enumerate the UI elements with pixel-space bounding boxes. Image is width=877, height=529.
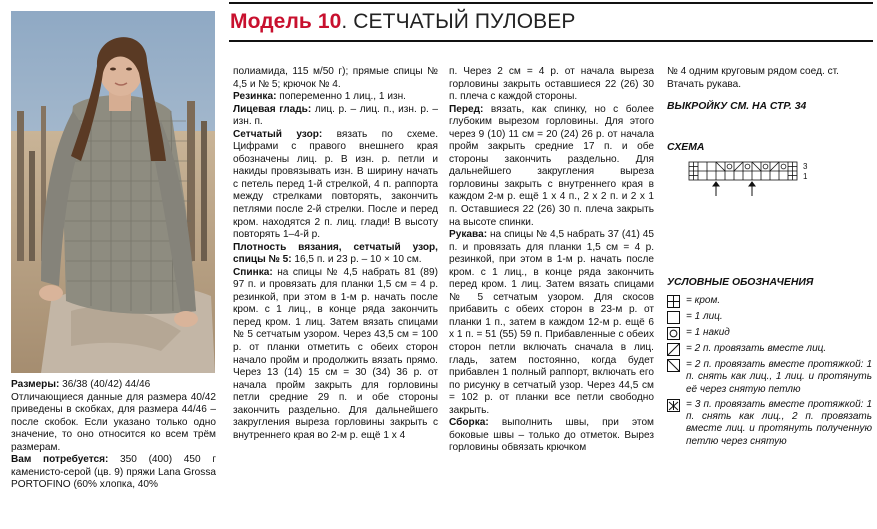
legend-text: = 2 п. провязать вместе лиц. — [686, 343, 827, 355]
model-number: Модель 10 — [230, 10, 342, 33]
paragraph-label: Перед: — [449, 103, 484, 115]
legend-item-sk2p — [667, 399, 872, 448]
title-separator: . — [341, 10, 348, 33]
paragraph-text: лиц. р. – лиц. п., изн. р. – изн. п. — [233, 103, 438, 128]
paragraph-text: выполнить швы, при этом боковые швы – только до отметок. Вырез горловины обвязать крючком — [449, 417, 654, 454]
paragraph-text: Отличающиеся данные для размера 40/42 приведены в скобках, для размера 44/46 – после скобок. Если указано только одно значение, то оно относится ко всем трём размерам. — [11, 391, 216, 453]
model-name: СЕТЧАТЫЙ ПУЛОВЕР — [353, 10, 576, 33]
knitting-chart — [687, 160, 872, 205]
paragraph — [449, 417, 654, 455]
legend-item-k2tog — [667, 343, 872, 356]
paragraph — [11, 392, 216, 455]
chart-row-label: 3 — [803, 162, 808, 172]
legend-item-skp — [667, 359, 872, 396]
text-column-sizes — [11, 379, 216, 492]
legend-text: = 1 лиц. — [686, 311, 723, 323]
schema-heading-wrap — [667, 142, 872, 155]
paragraph — [233, 91, 438, 104]
triple-square-icon — [667, 399, 680, 412]
legend-text: = кром. — [686, 295, 721, 307]
paragraph-text: № 4 одним круговым рядом соед. ст. Втачать рукава. — [667, 66, 839, 90]
paragraph-text: п. Через 2 см = 4 р. от начала выреза горловины закрыть оставшиеся 22 (26) 30 п. плеча с каждой стороны. — [449, 66, 654, 103]
paragraph-text: вязать, как спинку, но с более глубоким вырезом горловины. Для этого через 9 (10) 11 см = 20 (24) 26 р. от начала пройм закрыть средние 17 п. и обе стороны закончить раздельно. Для дальнейшего закругления выреза горловины закрыть с внутреннего края в каждом 2-м р. ещё 1 х 4 п., 2 х 2 п. и 2 х 1 п. Оставшиеся 22 (26) 30 п. плеча закрыть на высоте спинки. — [449, 103, 654, 228]
chart-row-label: 1 — [803, 172, 808, 182]
paragraph — [233, 242, 438, 267]
paragraph-text: 350 (400) 450 г каменисто-серой (цв. 9) пряжи Lana Grossa PORTOFINO (60% хлопка, 40% — [11, 454, 216, 491]
text-column-1 — [233, 66, 438, 442]
paragraph — [11, 454, 216, 492]
legend-heading: УСЛОВНЫЕ ОБОЗНАЧЕНИЯ — [667, 276, 814, 288]
model-photo — [11, 11, 215, 373]
paragraph-label: Плотность вязания, сетчатый узор, спицы № 5: — [233, 241, 438, 266]
paragraph — [233, 267, 438, 443]
knitting-chart-svg — [687, 160, 817, 200]
paragraph-label: Спинка: — [233, 266, 273, 278]
circle-square-icon — [667, 327, 680, 340]
paragraph-text: полиамида, 115 м/50 г); прямые спицы № 4,5 и № 5; крючок № 4. — [233, 66, 438, 90]
paragraph-text: на спицы № 4,5 набрать 81 (89) 97 п. и провязать для планки 1,5 см = 4 р. резинкой, при этом в 1-м р. начать после кром. с 1 лиц., в конце ряда закончить перед кром. 1 лиц. Затем вязать спицами № 5 сетчатым узором. Через 43,5 см = 100 р. от планки отметить с обеих сторон начало пройм и продолжить вязать прямо. Через 13 (14) 15 см = 30 (34) 36 р. от начала пройм закрыть для горловины петли средние 29 п. и обе стороны закончить раздельно. Для дальнейшего закругления выреза горловины закрыть с внутреннего края во 2-м р. ещё 1 х 4 — [233, 266, 438, 441]
text-column-3 — [667, 66, 872, 451]
paragraph-label: Вам потребуется: — [11, 454, 109, 466]
legend-text: = 3 п. провязать вместе протяжкой: 1 п. снять как лиц., 2 п. провязать вместе лиц. и протянуть полученную петлю через снятую — [686, 398, 872, 447]
pattern-reference-text: ВЫКРОЙКУ СМ. НА СТР. 34 — [667, 101, 807, 113]
paragraph — [11, 379, 216, 392]
legend-item-knit — [667, 311, 872, 324]
paragraph-text: 16,5 п. и 23 р. – 10 × 10 см. — [291, 254, 422, 266]
paragraph-text: вязать по схеме. Цифрами с правого внешнего края обозначены лиц. р. В изн. р. петли и накиды провязывать изн. В ширину начать с петель перед 1-й стрелкой, 4 п. раппорта между стрелками повторять, закончить петлями после 2-й стрелки. После и перед кром. находятся 2 п. лиц. глади! В высоту повторять 1–4-й р. — [233, 128, 439, 241]
empty-square-icon — [667, 311, 680, 324]
legend-item-edge — [667, 295, 872, 308]
page-title — [230, 9, 575, 35]
paragraph-text: на спицы № 4,5 набрать 37 (41) 45 п. и провязать для планки 1,5 см = 4 р. резинкой, при этом в 1-м р. начать после кром. с 1 лиц., в конце ряда закончить перед кром. 1 лиц. Затем вязать спицами № 5 сетчатым узором. Для скосов прибавить с обеих сторон в 23-м р. от планки 1 п., затем в каждом 12-м р. ещё 6 х 1 п. = 51 (55) 59 п. Прибавленные с обеих сторон петли включать сначала в лиц. гладь, затем постоянно, когда будет прибавлен 1 полный раппорт, включать его по рисунку в сетчатый узор. Через 44,5 см = 102 р. от планки все петли свободно закрыть. — [449, 229, 654, 416]
paragraph-text: попеременно 1 лиц., 1 изн. — [276, 91, 406, 103]
schema-heading: СХЕМА — [667, 141, 705, 153]
legend-heading-wrap — [667, 277, 872, 290]
paragraph-label: Рукава: — [449, 229, 488, 241]
legend-text: = 1 накид — [686, 327, 730, 339]
backslash-square-icon — [667, 359, 680, 372]
paragraph-label: Сборка: — [449, 417, 489, 429]
paragraph — [233, 66, 438, 91]
pattern-reference — [667, 101, 872, 114]
slash-square-icon — [667, 343, 680, 356]
paragraph — [449, 104, 654, 229]
paragraph-label: Сетчатый узор: — [233, 128, 323, 140]
paragraph-label: Размеры: — [11, 379, 60, 390]
paragraph — [233, 129, 438, 242]
paragraph — [233, 104, 438, 129]
paragraph-label: Резинка: — [233, 91, 277, 103]
plus-square-icon — [667, 295, 680, 308]
legend-item-yarnover — [667, 327, 872, 340]
paragraph — [449, 229, 654, 417]
text-column-2 — [449, 66, 654, 455]
paragraph-text: 36/38 (40/42) 44/46 — [59, 379, 151, 390]
legend-text: = 2 п. провязать вместе протяжкой: 1 п. снять как лиц., 1 лиц. и протянуть её через снятую петлю — [686, 359, 872, 395]
title-rule — [229, 40, 873, 42]
paragraph — [667, 66, 872, 91]
paragraph-label: Лицевая гладь: — [233, 103, 312, 115]
top-rule — [229, 2, 873, 4]
paragraph — [449, 66, 654, 104]
